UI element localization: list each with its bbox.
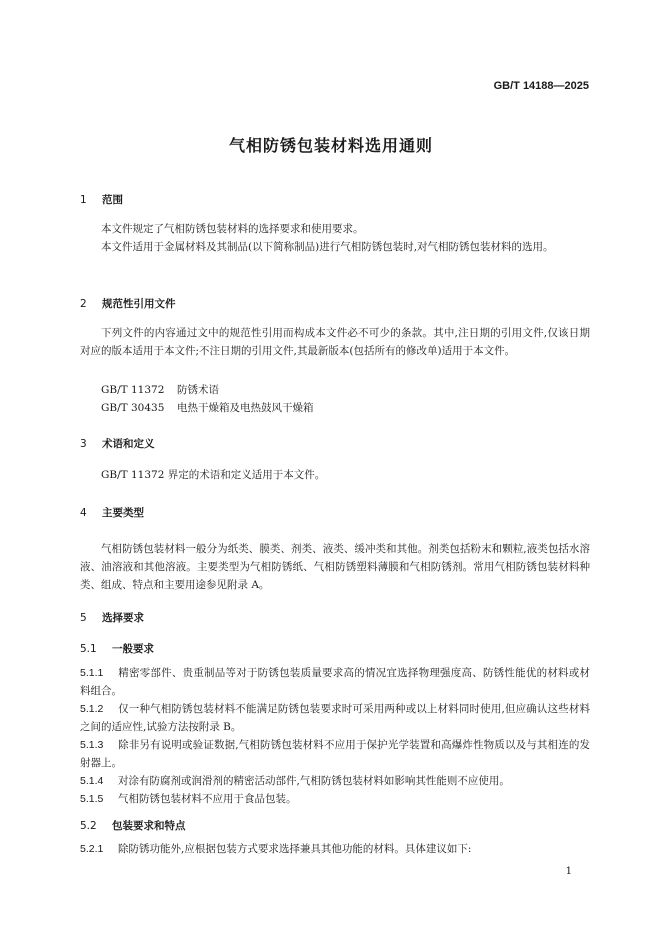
subsection-number: 5.2 xyxy=(80,820,97,832)
section-number: 4 xyxy=(80,507,87,519)
section-number: 5 xyxy=(80,612,87,624)
reference-item xyxy=(101,400,314,415)
page-number: 1 xyxy=(565,866,572,877)
section-title: 选择要求 xyxy=(102,612,144,624)
clause-text: 精密零部件、贵重制品等对于防锈包装质量要求高的情况宜选择物理强度高、防锈性能优的材料或材料组合。 xyxy=(80,667,590,697)
section-heading-4 xyxy=(80,505,144,520)
paragraph: GB/T 11372 界定的术语和定义适用于本文件。 xyxy=(101,469,326,481)
subsection-title: 包装要求和特点 xyxy=(112,820,186,832)
subsection-heading-5-2 xyxy=(80,818,186,833)
clause-item xyxy=(80,736,590,772)
clause-number: 5.1.3 xyxy=(80,739,104,751)
reference-item xyxy=(101,382,219,397)
clause-text: 仅一种气相防锈包装材料不能满足防锈包装要求时可采用两种或以上材料同时使用,但应确认这些材料之间的适应性,试验方法按附录 B。 xyxy=(80,703,590,733)
section-heading-5 xyxy=(80,610,144,625)
clause-number: 5.1.5 xyxy=(80,793,104,805)
paragraph: 气相防锈包装材料一般分为纸类、膜类、剂类、液类、缓冲类和其他。剂类包括粉末和颗粒,液类包括水溶液、油溶液和其他溶液。主要类型为气相防锈纸、气相防锈塑料薄膜和气相防锈剂。常用气相防锈包装材料种类、组成、特点和主要用途参见附录 A。 xyxy=(80,543,590,591)
clause-text: 对涂有防腐剂或润滑剂的精密活动部件,气相防锈包装材料如影响其性能则不应使用。 xyxy=(118,775,510,787)
section-heading-1 xyxy=(80,192,123,207)
document-title: 气相防锈包装材料选用通则 xyxy=(228,136,433,155)
paragraph: 本文件适用于金属材料及其制品(以下简称制品)进行气相防锈包装时,对气相防锈包装材料的选用。 xyxy=(101,241,554,253)
clause-text: 气相防锈包装材料不应用于食品包装。 xyxy=(118,793,297,805)
clause-item xyxy=(80,664,590,700)
section-number: 2 xyxy=(80,298,87,310)
paragraph: 本文件规定了气相防锈包装材料的选择要求和使用要求。 xyxy=(101,223,364,235)
clause-item xyxy=(80,772,590,790)
section-heading-3 xyxy=(80,436,155,451)
subsection-title: 一般要求 xyxy=(112,643,154,655)
reference-code: GB/T 11372 xyxy=(101,384,165,396)
standard-number: GB/T 14188—2025 xyxy=(493,80,589,92)
clause-number: 5.1.1 xyxy=(80,667,104,679)
clause-item xyxy=(80,840,590,858)
clause-text: 除非另有说明或验证数据,气相防锈包装材料不应用于保护光学装置和高爆炸性物质以及与其相连的发射器上。 xyxy=(80,739,590,769)
section-number: 3 xyxy=(80,438,87,450)
subsection-heading-5-1 xyxy=(80,641,154,656)
section-title: 范围 xyxy=(102,194,123,206)
clause-text: 除防锈功能外,应根据包装方式要求选择兼具其他功能的材料。具体建议如下: xyxy=(118,843,472,855)
section-title: 术语和定义 xyxy=(102,438,155,450)
subsection-number: 5.1 xyxy=(80,643,97,655)
section-title: 规范性引用文件 xyxy=(102,298,176,310)
reference-name: 电热干燥箱及电热鼓风干燥箱 xyxy=(177,402,314,414)
section-heading-2 xyxy=(80,296,176,311)
clause-item xyxy=(80,790,590,808)
clause-item xyxy=(80,700,590,736)
section-number: 1 xyxy=(80,194,87,206)
paragraph: 下列文件的内容通过文中的规范性引用而构成本文件必不可少的条款。其中,注日期的引用文件,仅该日期对应的版本适用于本文件;不注日期的引用文件,其最新版本(包括所有的修改单)适用于本文件。 xyxy=(80,327,590,357)
clause-number: 5.1.4 xyxy=(80,775,104,787)
clause-number: 5.1.2 xyxy=(80,703,104,715)
section-title: 主要类型 xyxy=(102,507,144,519)
reference-name: 防锈术语 xyxy=(177,384,219,396)
reference-code: GB/T 30435 xyxy=(101,402,165,414)
clause-number: 5.2.1 xyxy=(80,843,104,855)
